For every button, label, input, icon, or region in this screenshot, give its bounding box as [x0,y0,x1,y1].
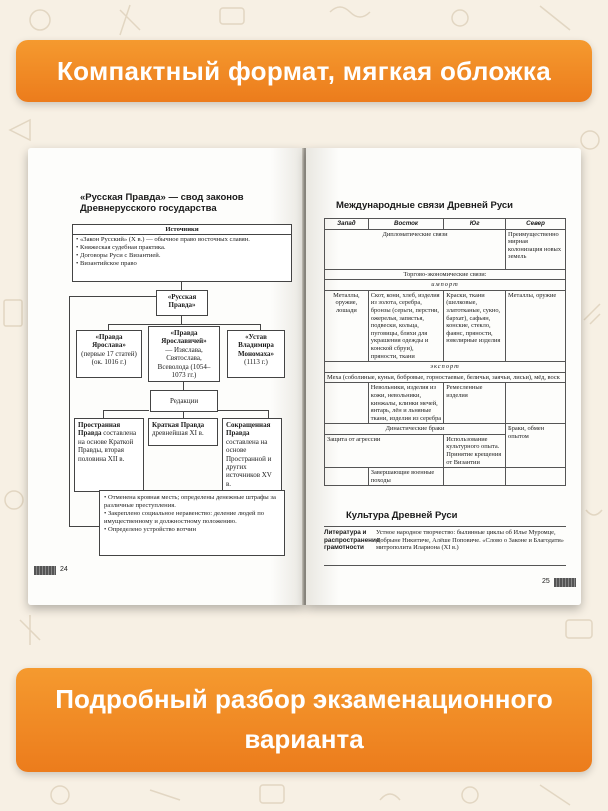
page-number-decoration [34,566,56,575]
literature-text: Устное народное творчество: былинные циклы об Илье Муромце, Добрыне Никитиче, Алёше Поповиче. «Слово о Законе и Благодати» митрополита Илариона (XI в.) [376,529,564,552]
source-item: • Договоры Руси с Византией. [76,252,161,259]
text: Отменена кровная месть; определены денежные штрафы за различные преступления. [104,494,276,509]
culture-table [324,526,566,566]
diplomatic-row: Дипломатические связи [325,229,506,269]
byzantium-cell: Использование культурного опыта. Принятие крещения от Византии [444,434,506,467]
text: Княжеская судебная практика. [79,244,166,251]
text: «Правда Ярославичей» [161,329,207,346]
left-page [28,148,304,605]
import-west: Металлы, оружие, лошади [325,290,369,361]
yaroslavichi-box [148,326,220,382]
sources-box [72,224,292,282]
text: Краткая Правда [152,421,205,429]
source-item: • Византийское право [76,260,137,267]
top-banner [16,40,592,102]
russkaya-pravda-box [156,290,208,316]
bottom-banner-line2: варианта [244,724,364,754]
results-box [99,490,285,556]
text: — Изяслава, Святослава, Всеволода (1054–1073 гг.) [157,345,211,380]
text: Договоры Руси с Византией. [79,252,161,259]
import-north: Металлы, оружие [506,290,566,361]
source-item: • Княжеская судебная практика. [76,244,166,251]
result-item: • Отменена кровная месть; определены денежные штрафы за различные преступления. [104,494,276,509]
col-east: Восток [368,219,444,230]
yaroslav-box [76,330,142,378]
text: «Правда Ярослава» [92,333,126,350]
text: Определено устройство вотчин [107,526,197,533]
text: «Устав Владимира Мономаха» [237,333,275,358]
source-item: • «Закон Русский» (X в.) — обычное право восточных славян. [76,236,250,243]
left-page-title [80,192,280,214]
export-east: Невольники, изделия из кожи, невольники, кинжалы, клинки мечей, янтарь, лён и льняные ткани, изделия из серебра [368,383,444,424]
open-book [28,148,581,605]
text: «Закон Русский» (X в.) — обычное право восточных славян. [79,236,250,243]
export-row: экспорт [325,362,566,373]
left-page-number: 24 [60,566,68,573]
text: Византийское право [79,260,137,267]
export-south: Ремесленные изделия [444,383,506,424]
import-row: импорт [325,280,566,291]
result-item: • Определено устройство вотчин [104,526,197,533]
redactions-box [150,390,218,412]
text: древнейшая XI в. [152,429,204,438]
text: Правда» [168,301,196,310]
text: (1113 г.) [244,358,268,367]
right-page [306,148,581,605]
col-south: Юг [444,219,506,230]
text: (первые 17 статей) (ок. 1016 г.) [81,349,137,367]
col-west: Запад [325,219,369,230]
text: составлена на основе Краткой Правды, вторая половина XII в. [78,429,137,463]
north-colonization: Преимущественно мирная колонизация новых земель [506,229,566,269]
north-exchange: Браки, обмен опытом [506,424,566,468]
text: Закреплено социальное неравенство: деление людей по имущественному и должностному положению. [104,510,265,525]
text: Редакции [169,397,199,405]
left-title-line1: «Русская Правда» — свод законов [80,192,244,203]
raids-cell: Завершающие военные походы [368,468,444,486]
defense-cell: Защита от агрессии [325,434,444,467]
result-item: • Закреплено социальное неравенство: деление людей по имущественному и должностному положению. [104,510,265,525]
export-fur: Меха (соболиные, куньи, бобровые, горностаевые, беличьи, заячьи, лисьи), мёд, воск [325,372,566,383]
import-east: Скот, кони, хлеб, изделия из золота, серебра, бронзы (серьги, перстни, ожерелья, запястья, подвески, кольца, пуговицы, бляхи для украшения одежды и конской сбруи), пряности, ткани [368,290,444,361]
import-south: Краски, ткани (шелковые, златотканые, сукно, бархат), сафьян, конские, стекло, фаянс, пряности, ювелирные изделия [444,290,506,361]
literature-label: Литература и распространение грамотности [324,529,380,552]
relations-table [324,218,566,486]
right-page-number: 25 [542,578,550,585]
col-north: Север [506,219,566,230]
kratkaya-box [148,418,218,446]
bottom-banner [16,668,592,772]
right-page-title: Международные связи Древней Руси [336,200,513,211]
sources-header: Источники [73,225,291,235]
bottom-banner-line1: Подробный разбор экзаменационного [55,684,553,714]
dynastic-row: Династические браки [325,424,506,435]
text: составлена на основе Пространной и других источников XV в. [226,437,272,488]
page-number-decoration-right [554,578,576,587]
left-title-line2: Древнерусского государства [80,203,217,214]
culture-title: Культура Древней Руси [346,510,458,521]
text: Пространная Правда [78,421,121,438]
prostrannaya-box [74,418,144,492]
monomakh-box [227,330,285,378]
trade-row: Торгово-экономические связи: [325,269,566,280]
text: Сокращенная Правда [226,421,271,438]
top-banner-text: Компактный формат, мягкая обложка [57,56,551,86]
text: «Русская [167,293,197,301]
